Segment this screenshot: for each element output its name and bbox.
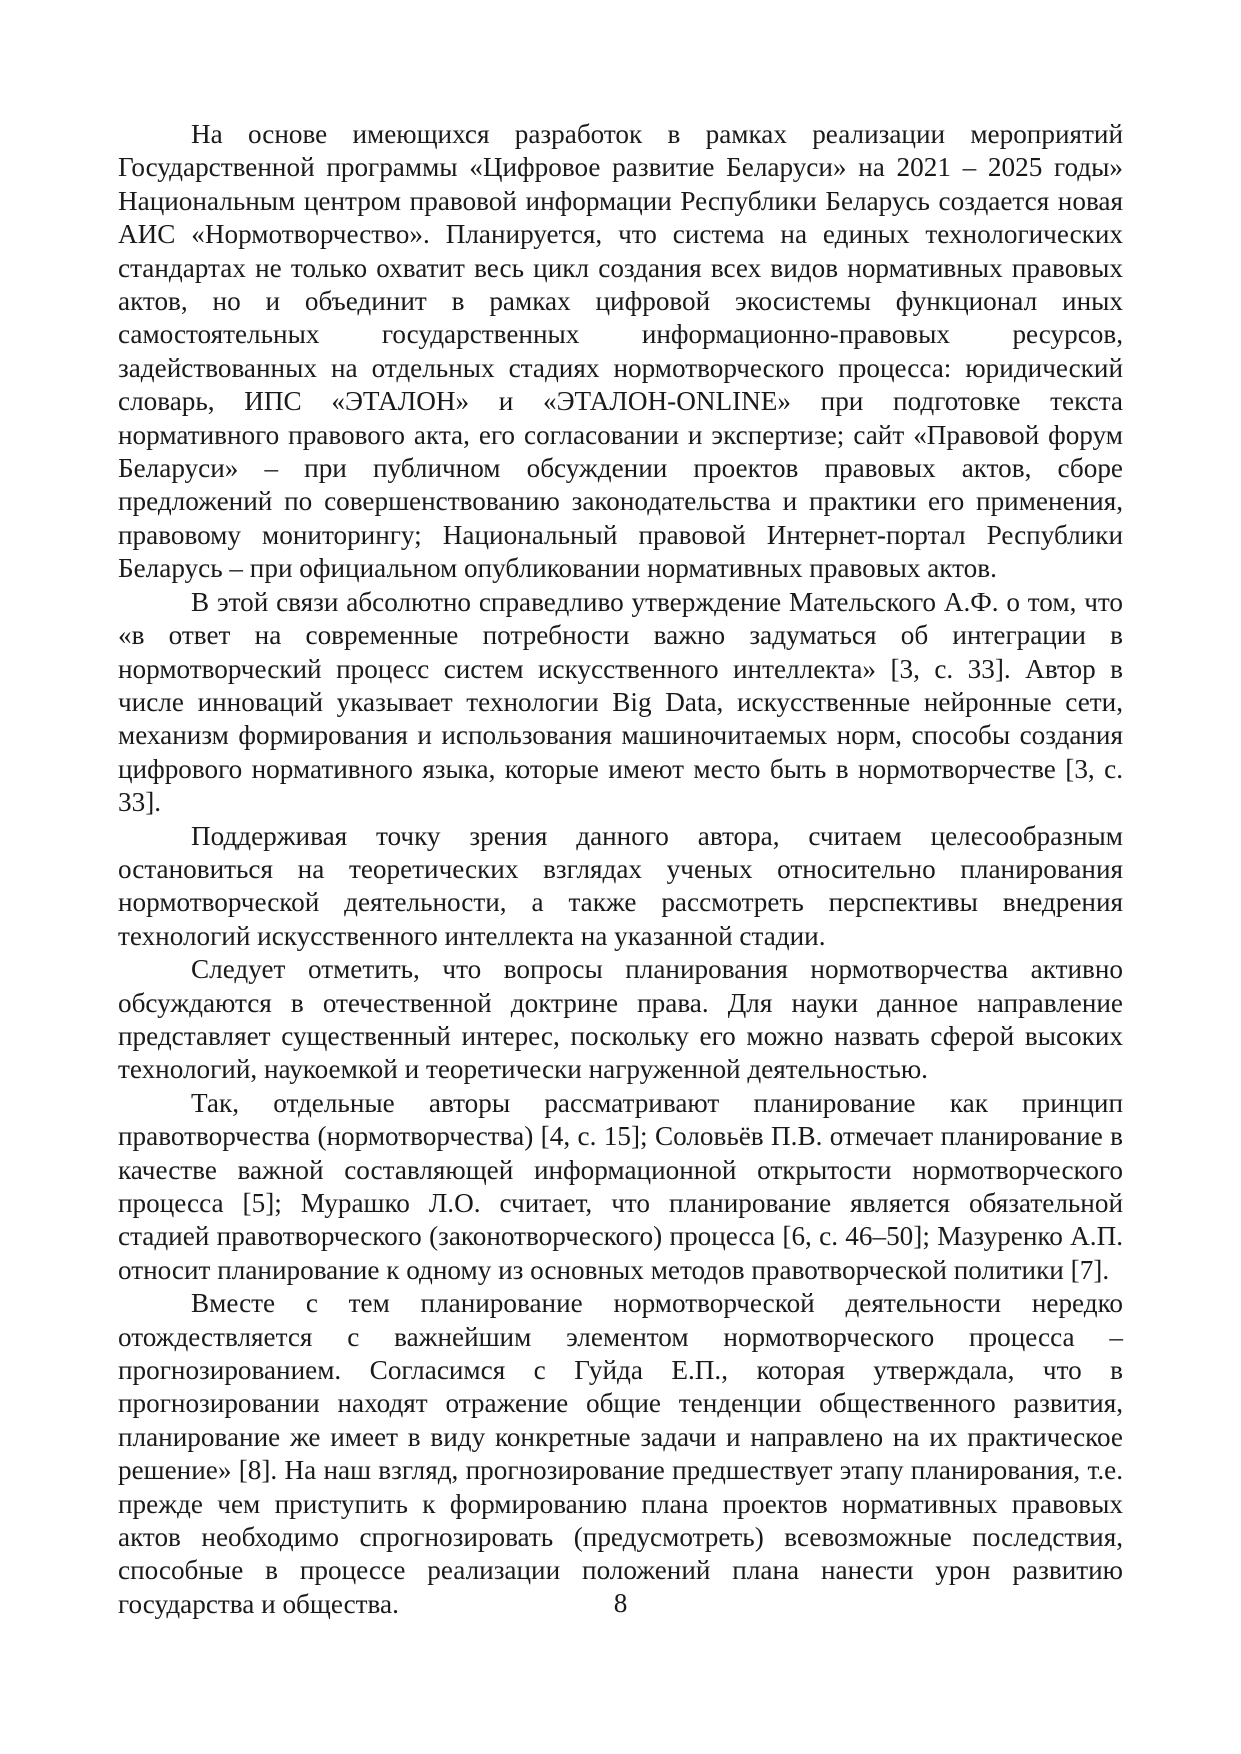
- body-text: [118, 118, 1123, 1621]
- paragraph-6: Вместе с тем планирование нормотворческой деятельности нередко отождествляется с важнейшим элементом нормотворческого процесса – прогнозированием. Согласимся с Гуйда Е.П., которая утверждала, что в прогнозировании находят отражение общие тенденции общественного развития, планирование же имеет в виду конкретные задачи и направлено на их практическое решение» [8]. На наш взгляд, прогнозирование предшествует этапу планирования, т.е. прежде чем приступить к формированию плана проектов нормативных правовых актов необходимо спрогнозировать (предусмотреть) всевозможные последствия, способные в процессе реализации положений плана нанести урон развитию государства и общества.: [118, 1288, 1123, 1619]
- paragraph-3: Поддерживая точку зрения данного автора, считаем целесообразным остановиться на теоретических взглядах ученых относительно планирования нормотворческой деятельности, а также рассмотреть перспективы внедрения технологий искусственного интеллекта на указанной стадии.: [118, 820, 1123, 951]
- paragraph-2: В этой связи абсолютно справедливо утверждение Мательского А.Ф. о том, что «в ответ на современные потребности важно задуматься об интеграции в нормотворческий процесс систем искусственного интеллекта» [3, с. 33]. Автор в числе инноваций указывает технологии Big Data, искусственные нейронные сети, механизм формирования и использования машиночитаемых норм, способы создания цифрового нормативного языка, которые имеют место быть в нормотворчестве [3, с. 33].: [118, 586, 1123, 818]
- paragraph-5: Так, отдельные авторы рассматривают планирование как принцип правотворчества (нормотворчества) [4, с. 15]; Соловьёв П.В. отмечает планирование в качестве важной составляющей информационной открытости нормотворческого процесса [5]; Мурашко Л.О. считает, что планирование является обязательной стадией правотворческого (законотворческого) процесса [6, с. 46–50]; Мазуренко А.П. относит планирование к одному из основных методов правотворческой политики [7].: [118, 1087, 1123, 1285]
- paragraph-4: Следует отметить, что вопросы планирования нормотворчества активно обсуждаются в отечественной доктрине права. Для науки данное направление представляет существенный интерес, поскольку его можно назвать сферой высоких технологий, наукоемкой и теоретически нагруженной деятельностью.: [118, 954, 1123, 1085]
- paragraph-1: На основе имеющихся разработок в рамках реализации мероприятий Государственной программы «Цифровое развитие Беларуси» на 2021 – 2025 годы» Национальным центром правовой информации Республики Беларусь создается новая АИС «Нормотворчество». Планируется, что система на единых технологических стандартах не только охватит весь цикл создания всех видов нормативных правовых актов, но и объединит в рамках цифровой экосистемы функционал иных самостоятельных государственных информационно-правовых ресурсов, задействованных на отдельных стадиях нормотворческого процесса: юридический словарь, ИПС «ЭТАЛОН» и «ЭТАЛОН-ONLINE» при подготовке текста нормативного правового акта, его согласовании и экспертизе; сайт «Правовой форум Беларуси» – при публичном обсуждении проектов правовых актов, сборе предложений по совершенствованию законодательства и практики его применения, правовому мониторингу; Национальный правовой Интернет-портал Республики Беларусь – при официальном опубликовании нормативных правовых актов.: [118, 119, 1123, 584]
- page-number: 8: [613, 1588, 628, 1618]
